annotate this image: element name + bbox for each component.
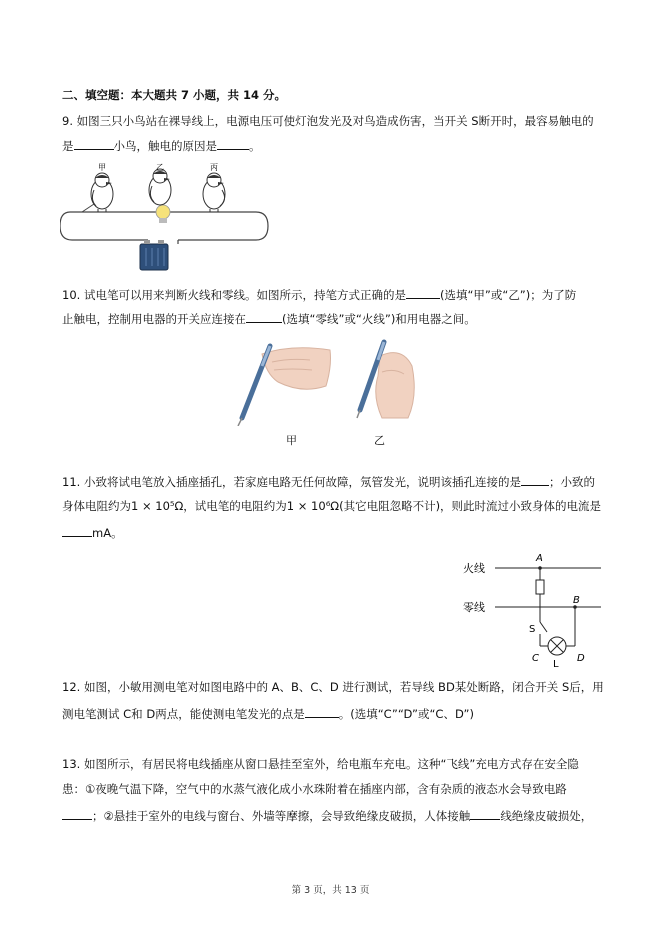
fuse-icon bbox=[536, 580, 544, 594]
live-wire-label: 火线 bbox=[463, 562, 485, 575]
birds-on-wire-figure bbox=[60, 160, 270, 272]
q13-blank-1[interactable] bbox=[62, 808, 92, 820]
q9-line2 bbox=[62, 138, 261, 153]
q9-text-c: 。 bbox=[249, 139, 261, 153]
q10-text-b: (选填“甲”或“乙”)；为了防 bbox=[439, 288, 577, 302]
q13-text-b: 线绝缘皮破损处， bbox=[500, 809, 593, 823]
q9-text-a: 是 bbox=[62, 139, 74, 153]
switch-icon bbox=[540, 622, 547, 632]
test-pen-jia-icon bbox=[238, 346, 270, 426]
q10-line2 bbox=[62, 311, 476, 326]
q10-line1 bbox=[62, 287, 576, 302]
bird-jia-icon bbox=[91, 173, 113, 212]
point-a-label: A bbox=[536, 553, 543, 564]
q12-text-a: 测电笔测试 C和 D两点，能使测电笔发光的点是 bbox=[62, 707, 305, 721]
q11-line2: 身体电阻约为1 × 10⁵Ω，试电笔的电阻约为1 × 10⁶Ω(其它电阻忽略不计)，则此时流过小致身体的电流是 bbox=[62, 499, 602, 513]
point-c-label: C bbox=[532, 653, 539, 664]
q10-blank-1[interactable] bbox=[406, 287, 440, 299]
q9-blank-1[interactable] bbox=[74, 138, 114, 150]
caption-yi: 乙 bbox=[374, 434, 385, 447]
bird-bing-icon bbox=[203, 173, 225, 212]
q9-line1: 9. 如图三只小鸟站在裸导线上，电源电压可使灯泡发光及对鸟造成伤害，当开关 S断开时，最容易触电的 bbox=[62, 114, 594, 128]
q10-text-d: (选填“零线”或“火线”)和用电器之间。 bbox=[282, 312, 476, 326]
q11-blank-2[interactable] bbox=[62, 525, 92, 537]
q13-blank-2[interactable] bbox=[470, 808, 500, 820]
lamp-icon bbox=[548, 637, 566, 655]
q10-blank-2[interactable] bbox=[246, 311, 282, 323]
bird-yi-icon bbox=[149, 169, 171, 205]
q12-line1: 12. 如图，小敏用测电笔对如图电路中的 A、B、C、D 进行测试，若导线 BD某处断路，闭合开关 S后，用 bbox=[62, 680, 604, 694]
lamp-label: L bbox=[553, 659, 559, 668]
q11-line3 bbox=[62, 525, 123, 540]
q13-line1: 13. 如图所示，有居民将电线插座从窗口悬挂至室外，给电瓶车充电。这种“飞线”充电方式存在安全隐 bbox=[62, 757, 579, 771]
q13-line3 bbox=[62, 808, 592, 823]
q10-text-c: 止触电，控制用电器的开关应连接在 bbox=[62, 312, 246, 326]
switch-label: S bbox=[529, 624, 536, 635]
hand-jia-icon bbox=[262, 348, 331, 389]
q9-text-b: 小鸟，触电的原因是 bbox=[113, 139, 217, 153]
section-header: 二、填空题：本大题共 7 小题，共 14 分。 bbox=[62, 88, 287, 102]
caption-jia: 甲 bbox=[286, 434, 297, 447]
bird-label-yi: 乙 bbox=[156, 163, 164, 172]
point-b-label: B bbox=[573, 595, 580, 606]
neutral-wire-label: 零线 bbox=[463, 601, 485, 614]
circuit-diagram bbox=[455, 548, 605, 668]
test-pen-figure bbox=[232, 336, 442, 426]
q11-text-a: 11. 小致将试电笔放入插座插孔，若家庭电路无任何故障，氖管发光，说明该插孔连接的是 bbox=[62, 475, 521, 489]
q12-blank-1[interactable] bbox=[305, 706, 339, 718]
q13-line2: 患：①夜晚气温下降，空气中的水蒸气液化成小水珠附着在插座内部，含有杂质的液态水会导致电路 bbox=[62, 782, 567, 796]
hand-yi-icon bbox=[376, 353, 415, 418]
q12-text-b: 。(选填“C”“D”或“C、D”) bbox=[338, 707, 474, 721]
bird-label-jia: 甲 bbox=[98, 163, 106, 172]
bulb-icon bbox=[156, 205, 170, 223]
q11-line1 bbox=[62, 474, 595, 489]
page-footer: 第 3 页，共 13 页 bbox=[291, 885, 370, 896]
q13-text-a: ；②悬挂于室外的电线与窗台、外墙等摩擦，会导致绝缘皮破损，人体接触 bbox=[92, 809, 471, 823]
q12-line2 bbox=[62, 706, 474, 721]
q11-text-b: ；小致的 bbox=[548, 475, 595, 489]
point-d-label: D bbox=[577, 653, 585, 664]
q9-blank-2[interactable] bbox=[217, 138, 249, 150]
battery-icon bbox=[140, 240, 168, 270]
q11-blank-1[interactable] bbox=[521, 474, 549, 486]
bird-label-bing: 丙 bbox=[210, 163, 218, 172]
q10-text-a: 10. 试电笔可以用来判断火线和零线。如图所示，持笔方式正确的是 bbox=[62, 288, 406, 302]
q11-text-c: mA。 bbox=[92, 526, 123, 540]
